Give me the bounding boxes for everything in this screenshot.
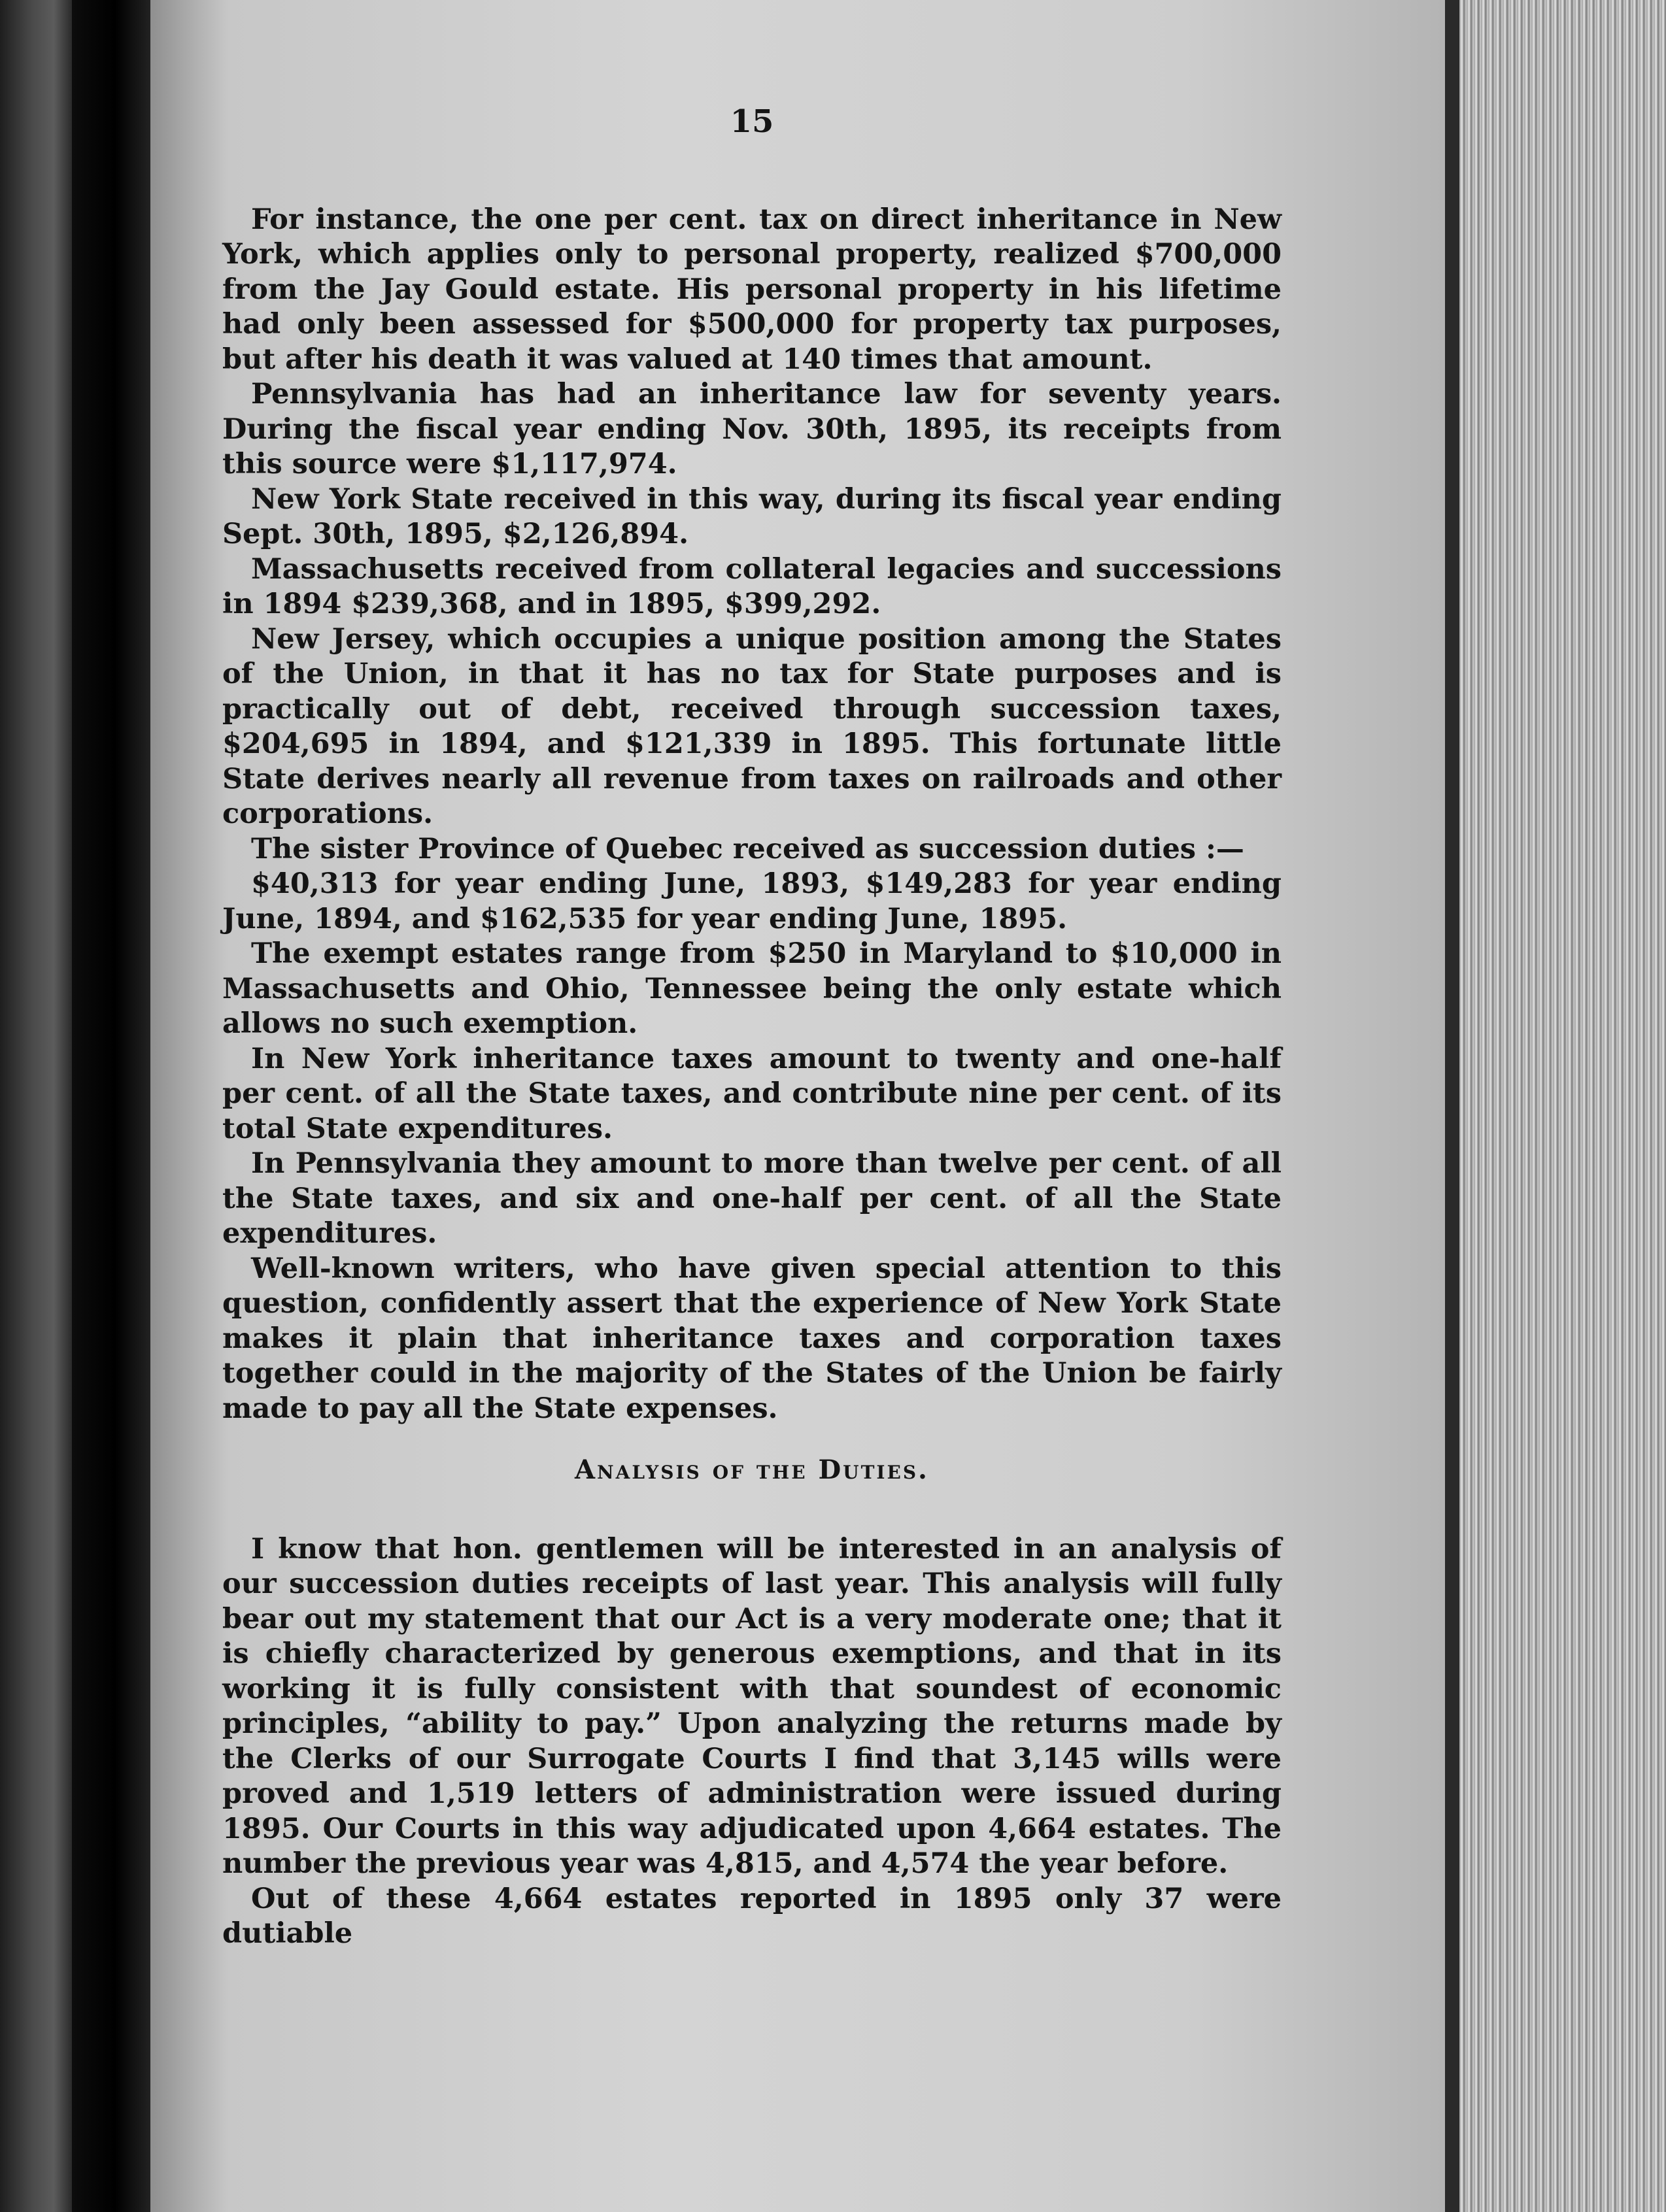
paragraph: New York State received in this way, during its fiscal year ending Sept. 30th, 1895, $2,126,894. [222,482,1282,550]
paragraph: The exempt estates range from $250 in Maryland to $10,000 in Massachusetts and Ohio, Tennessee being the only estate which allows no such exemption. [222,937,1282,1040]
paragraph: $40,313 for year ending June, 1893, $149,283 for year ending June, 1894, and $162,535 for year ending June, 1895. [222,867,1282,935]
section-heading: Analysis of the Duties. [575,1454,929,1485]
page-stack-edge [1445,0,1666,2212]
paragraph: Massachusetts received from collateral legacies and successions in 1894 $239,368, and in 1895, $399,292. [222,552,1282,620]
paragraph: For instance, the one per cent. tax on direct inheritance in New York, which applies only to personal property, realized $700,000 from the Jay Gould estate. His personal property in his lifetime had only been assessed for $500,000 for property tax purposes, but after his death it was valued at 140 times that amount. [222,203,1282,376]
book-gutter [72,0,150,2212]
paragraph: Out of these 4,664 estates reported in 1895 only 37 were dutiable [222,1882,1282,1950]
paragraph: New Jersey, which occupies a unique position among the States of the Union, in that it has no tax for State purposes and is practically out of debt, received through succession taxes, $204,695 in 1894, and $121,339 in 1895. This fortunate little State derives nearly all revenue from taxes on railroads and other corporations. [222,622,1282,830]
page-edge-shadow [1445,0,1459,2212]
paragraph: Well-known writers, who have given special attention to this question, confidently assert that the experience of New York State makes it plain that inheritance taxes and corporation taxes together could in the majority of the States of the Union be fairly made to pay all the State expenses. [222,1252,1282,1425]
paragraph: Pennsylvania has had an inheritance law for seventy years. During the fiscal year ending Nov. 30th, 1895, its receipts from this source were $1,117,974. [222,378,1282,480]
previous-page-edge [0,0,72,2212]
page-text-block [222,105,1282,1952]
paragraph: In Pennsylvania they amount to more than twelve per cent. of all the State taxes, and six and one-half per cent. of all the State expenditures. [222,1147,1282,1250]
page-number: 15 [730,103,774,140]
paragraph: I know that hon. gentlemen will be interested in an analysis of our succession duties receipts of last year. This analysis will fully bear out my statement that our Act is a very moderate one; that it is chiefly characterized by generous exemptions, and that in its working it is fully consistent with that soundest of economic principles, “ability to pay.” Upon analyzing the returns made by the Clerks of our Surrogate Courts I find that 3,145 wills were proved and 1,519 letters of administration were issued during 1895. Our Courts in this way adjudicated upon 4,664 estates. The number the previous year was 4,815, and 4,574 the year before. [222,1532,1282,1880]
paragraph: The sister Province of Quebec received as succession duties :— [251,832,1244,865]
paragraph: In New York inheritance taxes amount to twenty and one-half per cent. of all the State taxes, and contribute nine per cent. of its total State expenditures. [222,1042,1282,1145]
